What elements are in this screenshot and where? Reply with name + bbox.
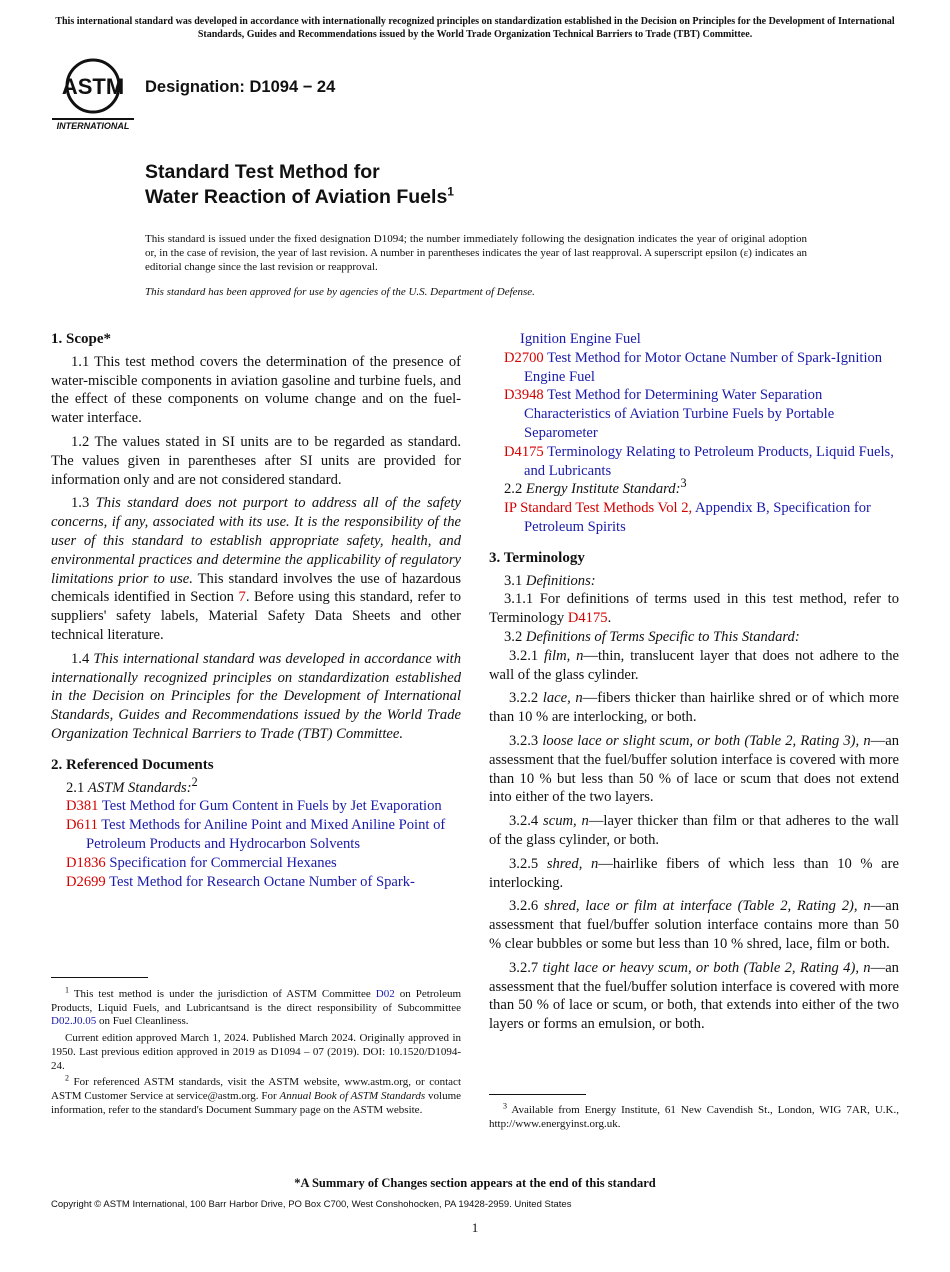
footnote-3 — [489, 1101, 899, 1131]
def-3-2-7-num: 3.2.7 — [509, 959, 539, 976]
ref-d611-title[interactable]: Test Methods for Aniline Point and Mixed Aniline Point of Petroleum Products and Hydrocarbon Solvents — [86, 817, 446, 852]
terminology-d4175-link[interactable]: D4175 — [567, 610, 608, 627]
copyright: Copyright © ASTM International, 100 Barr Harbor Drive, PO Box C700, West Conshohocken, PA 19428-2959. United States — [51, 1199, 572, 1210]
astm-logo — [52, 56, 134, 132]
section-7-link[interactable]: 7 — [238, 589, 246, 606]
document-title — [145, 160, 454, 210]
def-3-2-7-text: —an assessment that the fuel/buffer solution interface is covered with more than 50 % of lace or scum, or both, that extends into either of the two layers or forms an emulsion, or both. — [489, 959, 899, 1033]
para-2-2-sup: 3 — [680, 476, 687, 491]
def-3-2-2-num: 3.2.2 — [509, 690, 539, 707]
def-3-2-6-num: 3.2.6 — [509, 898, 539, 915]
right-column — [489, 330, 899, 1039]
para-1-3-rest-b: . Before using this standard, refer to suppliers' safety labels, Material Safety Data Sheets and other technical literature. — [51, 589, 461, 643]
committee-d02-link[interactable]: D02 — [375, 988, 395, 1000]
ref-d1836-code[interactable]: D1836 — [66, 854, 106, 871]
ref-d3948 — [489, 386, 899, 442]
def-3-2-4 — [489, 812, 899, 850]
title-line-2-text: Water Reaction of Aviation Fuels — [145, 186, 448, 208]
para-1-3-italic: This standard does not purport to address all of the safety concerns, if any, associated with its use. It is the responsibility of the user of this standard to establish appropriate safety, health, and environmental practices and determine the applicability of regulatory limitations prior to use. — [51, 495, 461, 587]
section-2-heading: 2. Referenced Documents — [51, 756, 214, 773]
para-1-3-rest-a: This standard involves the use of hazardous chemicals identified in Section — [51, 570, 461, 606]
def-3-2-7-term: tight lace or heavy scum, or both (Table 2, Rating 4), n — [542, 959, 871, 976]
def-3-2-1 — [489, 647, 899, 685]
page-number: 1 — [471, 1220, 479, 1235]
para-1-4-num: 1.4 — [71, 650, 90, 667]
logo-text: ASTM — [61, 74, 125, 99]
para-2-2-num: 2.2 — [504, 481, 523, 498]
issued-note: This standard is issued under the fixed designation D1094; the number immediately following the designation indicates the year of original adoption or, in the case of revision, the year of last revision. A number in parentheses indicates the year of last reapproval. A superscript epsilon (ε) indicates an editorial change since the last revision or reapproval. — [145, 233, 807, 273]
para-3-1 — [489, 572, 899, 591]
para-2-2 — [489, 476, 899, 499]
designation: Designation: D1094 − 24 — [145, 78, 336, 96]
def-3-2-6 — [489, 897, 899, 953]
footnote-2-italic: Annual Book of ASTM Standards — [279, 1089, 426, 1102]
para-2-1-sup: 2 — [191, 774, 198, 789]
def-3-2-5-num: 3.2.5 — [509, 855, 539, 872]
def-3-2-4-num: 3.2.4 — [509, 813, 539, 830]
ref-d2700 — [489, 349, 899, 387]
para-3-1-num: 3.1 — [504, 572, 523, 589]
ref-ip — [489, 499, 899, 537]
dod-note: This standard has been approved for use by agencies of the U.S. Department of Defense. — [145, 286, 535, 298]
title-footnote-mark: 1 — [447, 184, 454, 199]
footnote-2-b: volume information, refer to the standard's Document Summary page on the ASTM website. — [51, 1089, 462, 1116]
para-3-1-label: Definitions: — [525, 572, 596, 589]
footnote-3-text: Available from Energy Institute, 61 New Cavendish St., London, WIG 7AR, U.K., http://www.energyinst.org.uk. — [489, 1104, 899, 1130]
def-3-2-3-text: —an assessment that the fuel/buffer solution interface is covered with more than 10 % but less than 50 % of lace or scum that does not extend into either of the two layers. — [489, 732, 899, 806]
footnotes-left — [51, 985, 462, 1117]
para-1-3-num: 1.3 — [71, 495, 90, 512]
ref-d381 — [51, 797, 461, 816]
para-1-3 — [51, 494, 461, 644]
def-3-2-4-term: scum, n — [543, 813, 589, 830]
summary-of-changes-note: *A Summary of Changes section appears at the end of this standard — [294, 1176, 656, 1190]
ref-d4175-title[interactable]: Terminology Relating to Petroleum Products, Liquid Fuels, and Lubricants — [524, 443, 894, 479]
footnote-1-edition: Current edition approved March 1, 2024. Published March 2024. Originally approved in 1950. Last previous edition approved in 2019 as D1094 – 07 (2019). DOI: 10.1520/D1094-24. — [51, 1032, 461, 1072]
ref-d2700-title[interactable]: Test Method for Motor Octane Number of Spark-Ignition Engine Fuel — [524, 349, 883, 385]
footnote-1-mark: 1 — [65, 985, 69, 995]
def-3-2-3-term: loose lace or slight scum, or both (Table 2, Rating 3), n — [542, 732, 871, 749]
def-3-2-5-term: shred, n — [546, 855, 599, 872]
def-3-2-3-num: 3.2.3 — [509, 732, 539, 749]
def-3-2-3 — [489, 732, 899, 807]
def-3-2-1-term: film, n — [543, 647, 584, 664]
para-1-4 — [51, 650, 461, 744]
def-3-2-5-text: —hairlike fibers of which less than 10 % are interlocking. — [489, 855, 899, 891]
para-3-2-label: Definitions of Terms Specific to This Standard: — [525, 628, 800, 645]
subcommittee-link[interactable]: D02.J0.05 — [51, 1015, 97, 1028]
footnote-2-mark: 2 — [65, 1073, 69, 1083]
title-line-1: Standard Test Method for — [145, 161, 380, 183]
footnote-3-mark: 3 — [503, 1101, 507, 1111]
para-3-1-1-text: 3.1.1 For definitions of terms used in this test method, refer to Terminology — [489, 591, 899, 627]
para-1-2: 1.2 The values stated in SI units are to be regarded as standard. The values given in parentheses after SI units are provided for information only and are not considered standard. — [51, 433, 461, 488]
ref-d611 — [51, 816, 461, 854]
def-3-2-6-text: —an assessment that fuel/buffer solution interface contains more than 50 % clear bubbles or some but less than 10 % shred, lace, film or both. — [489, 898, 900, 952]
para-2-1-label: ASTM Standards: — [87, 779, 192, 796]
footnotes-right — [489, 1101, 899, 1131]
left-column — [51, 330, 461, 891]
footnote-1-a: This test method is under the jurisdiction of ASTM Committee — [73, 988, 371, 1000]
def-3-2-2-term: lace, n — [542, 690, 583, 707]
def-3-2-7 — [489, 959, 899, 1034]
ref-d2699-title-cont[interactable]: Ignition Engine Fuel — [520, 331, 641, 347]
section-1-heading: 1. Scope* — [51, 331, 111, 347]
ref-d2699-continuation — [489, 330, 899, 349]
ref-d611-code[interactable]: D611 — [66, 817, 98, 834]
ref-d381-code[interactable]: D381 — [66, 798, 99, 815]
ref-d2700-code[interactable]: D2700 — [504, 349, 544, 366]
ref-ip-code[interactable]: IP Standard Test Methods Vol 2, — [504, 500, 693, 517]
logo-subtext: INTERNATIONAL — [56, 121, 130, 131]
def-3-2-4-text: —layer thicker than film or that adheres to the wall of the glass cylinder, or both. — [489, 813, 899, 848]
def-3-2-1-text: —thin, translucent layer that does not adhere to the wall of the glass cylinder. — [489, 647, 899, 683]
footnote-rule-left — [51, 977, 148, 978]
ref-d4175 — [489, 443, 899, 481]
para-2-1 — [51, 774, 461, 798]
def-3-2-1-num: 3.2.1 — [509, 647, 539, 664]
ref-d1836 — [51, 854, 461, 873]
ref-d2699 — [51, 873, 461, 892]
def-3-2-5 — [489, 855, 899, 893]
ref-d1836-title[interactable]: Specification for Commercial Hexanes — [109, 854, 337, 871]
ref-d3948-title[interactable]: Test Method for Determining Water Separation Characteristics of Aviation Turbine Fuels by Portable Separometer — [524, 387, 835, 441]
para-1-1: 1.1 This test method covers the determination of the presence of water-miscible components in aviation gasoline and turbine fuels, and the effect of these components on volume change and on the fuel-water interface. — [51, 353, 461, 427]
ref-ip-title[interactable]: Appendix B, Specification for Petroleum Spirits — [524, 500, 871, 535]
section-3-heading: 3. Terminology — [489, 549, 585, 566]
ref-d2699-code[interactable]: D2699 — [66, 873, 106, 890]
ref-d381-title[interactable]: Test Method for Gum Content in Fuels by Jet Evaporation — [101, 798, 442, 815]
para-2-1-num: 2.1 — [66, 779, 85, 796]
para-1-4-italic: This international standard was developed in accordance with internationally recognized principles on standardization established in the Decision on Principles for the Development of International Standards, Guides and Recommendations issued by the World Trade Organization Technical Barriers to Trade (TBT) Committee. — [51, 650, 462, 742]
para-3-2-num: 3.2 — [504, 628, 523, 645]
ref-d4175-code[interactable]: D4175 — [504, 443, 544, 460]
ref-d3948-code[interactable]: D3948 — [504, 387, 544, 404]
para-3-1-1: 3.1.1 For definitions of terms used in this test method, refer to Terminology D4175. — [489, 591, 899, 627]
ref-d2699-title[interactable]: Test Method for Research Octane Number of Spark- — [109, 873, 415, 890]
footnote-1 — [51, 985, 462, 1029]
para-3-2 — [489, 628, 899, 647]
para-2-2-label: Energy Institute Standard: — [525, 481, 681, 498]
title-line-2 — [145, 185, 454, 210]
footnote-1-b: on Petroleum Products, Liquid Fuels, and Lubricantsand is the direct responsibility of Subcommittee — [51, 988, 462, 1014]
top-notice: This international standard was developed in accordance with internationally recognized principles on standardization established in the Decision on Principles for the Development of International Standards, Guides and Recommendations issued by the World Trade Organization Technical Barriers to Trade (TBT) Committee. — [55, 16, 895, 40]
def-3-2-2-text: —fibers thicker than hairlike shred or of which more than 10 % are interlocking, or both. — [489, 690, 899, 726]
footnote-1-c: on Fuel Cleanliness. — [98, 1015, 189, 1028]
footnote-rule-right — [489, 1094, 586, 1095]
footnote-2-a: For referenced ASTM standards, visit the ASTM website, www.astm.org, or contact ASTM Customer Service at service@astm.org. For — [51, 1076, 461, 1102]
footnote-2 — [51, 1073, 462, 1117]
def-3-2-6-term: shred, lace or film at interface (Table 2, Rating 2), n — [544, 898, 871, 915]
def-3-2-2 — [489, 689, 899, 727]
